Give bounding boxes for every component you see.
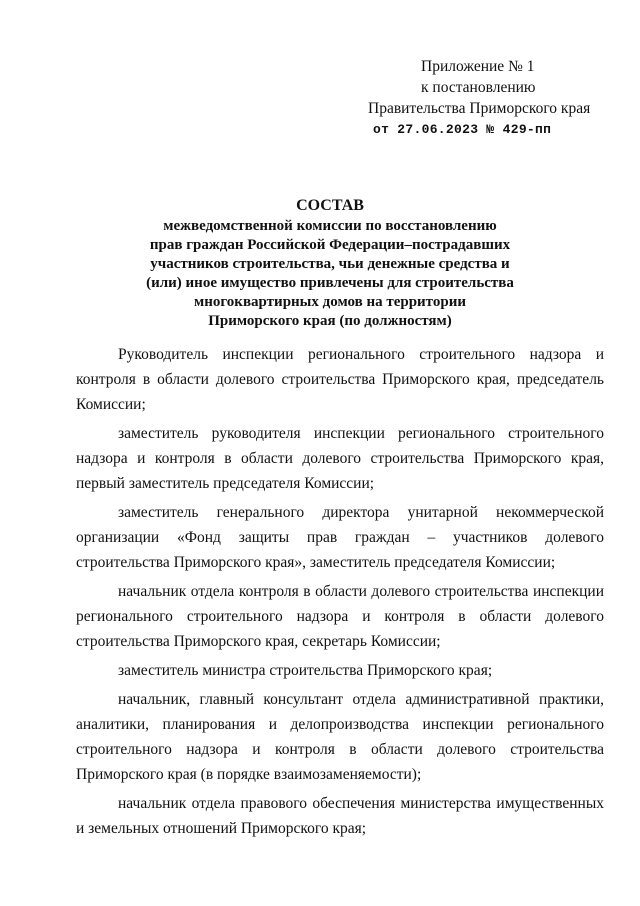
members-list: [76, 342, 604, 845]
member-deputy-minister: заместитель министра строительства Приморского края;: [118, 662, 493, 679]
member-secretary: начальник отдела контроля в области долевого строительства инспекции регионального строительного надзора и контроля в области долевого строительства Приморского края, секретарь Комиссии;: [76, 583, 604, 650]
member-department-head: начальник, главный консультант отдела административной практики, аналитики, планирования и делопроизводства инспекции регионального строительного надзора и контроля в области долевого строительства Приморского края (в порядке взаимозаменяемости);: [76, 691, 604, 783]
appendix-block: [368, 56, 608, 140]
appendix-issuer: Правительства Приморского края: [368, 100, 591, 117]
member-legal-department-head: начальник отдела правового обеспечения министерства имущественных и земельных отношений Приморского края;: [76, 795, 604, 837]
member-first-deputy-chairman: заместитель руководителя инспекции регионального строительного надзора и контроля в области долевого строительства Приморского края, первый заместитель председателя Комиссии;: [76, 425, 604, 492]
heading-line: межведомственной комиссии по восстановлению: [163, 218, 497, 234]
decree-number: от 27.06.2023 № 429-пп: [373, 122, 552, 137]
member-deputy-chairman: заместитель генерального директора унитарной некоммерческой организации «Фонд защиты прав граждан – участников долевого строительства Приморского края», заместитель председателя Комиссии;: [76, 504, 604, 571]
member-chairman: Руководитель инспекции регионального строительного надзора и контроля в области долевого строительства Приморского края, председатель Комиссии;: [76, 346, 604, 413]
heading-title: СОСТАВ: [296, 197, 364, 214]
appendix-title: Приложение № 1: [421, 58, 535, 75]
heading-line: многоквартирных домов на территории: [194, 294, 466, 310]
heading-line: Приморского края (по должностям): [208, 313, 452, 329]
heading-line: участников строительства, чьи денежные средства и: [150, 256, 510, 272]
document-heading: [120, 196, 540, 331]
appendix-reference: к постановлению: [421, 79, 536, 96]
heading-line: прав граждан Российской Федерации–пострадавших: [149, 237, 511, 253]
heading-line: (или) иное имущество привлечены для строительства: [146, 275, 514, 291]
